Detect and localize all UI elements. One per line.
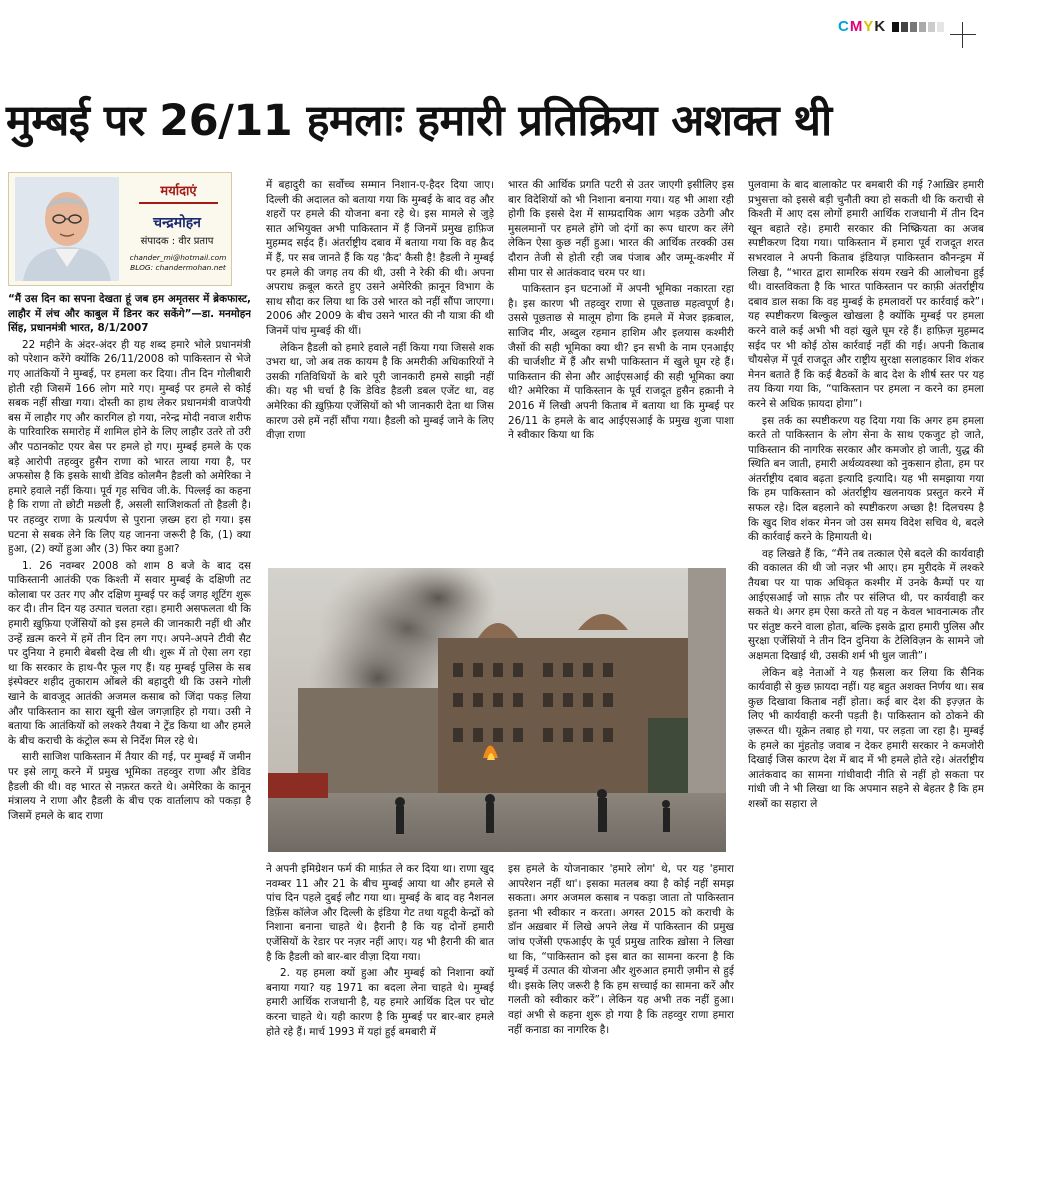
article-column-2-bottom <box>266 862 494 1150</box>
print-registration-marks <box>838 18 944 35</box>
author-contact <box>127 253 229 273</box>
registration-cross-icon <box>950 22 976 48</box>
column-section-title: मर्यादाएं <box>131 181 226 204</box>
paragraph: इस तर्क का स्पष्टीकरण यह दिया गया कि अगर हम हमला करते तो पाकिस्तान के लोग सेना के साथ एकजुट हो जाते, पाकिस्तान की नागरिक सरकार और कमजोर हो जाती, युद्ध की स्थिति बन जाती, हमारी अर्थव्यवस्था को नुकसान होता, हम पर अंतर्राष्ट्रीय दबाव बढ़ता इत्यादि इत्यादि। यह भी समझाया गया कि हम पाकिस्तान को अंतर्राष्ट्रीय खलनायक प्रस्तुत करने में सफल रहे। दिल बहलाने को स्पष्टीकरण अच्छा है! दिलचस्प है कि खुद शिव शंकर मेनन जो उस समय विदेश सचिव थे, बदले की कार्रवाई करने के हिमायती थे। <box>748 414 984 544</box>
article-column-3-top <box>508 178 734 560</box>
article-column-3-bottom <box>508 862 734 1150</box>
paragraph: इस हमले के योजनाकार 'हमारे लोग' थे, पर यह 'हमारा आपरेशन नहीं था'। इसका मतलब क्या है कोई नहीं समझ सकता। अगर अजमल कसाब न पकड़ा जाता तो पाकिस्तान इतना भी स्वीकार न करता। अगस्त 2015 को कराची के डॉन अख़बार में लिखे अपने लेख में पाकिस्तान की प्रमुख जांच एजेंसी एफआईए के पूर्व प्रमुख तारिक ख़ोसा ने लिखा था कि, “पाकिस्तान को इस बात का सामना करना है कि मुम्बई में उत्पात की योजना और शुरुआत हमारी ज़मीन से हुई थी। इसके लिए जरूरी है कि हम सच्चाई का सामना करें और गलती को स्वीकार करें”। लेकिन यह अभी तक नहीं हुआ। वहां अभी से कहना शुरू हो गया है कि तहव्वुर राणा हमारा नहीं कनाडा का नागरिक है। <box>508 863 734 1036</box>
paragraph: सारी साजिश पाकिस्तान में तैयार की गई, पर मुम्बई में जमीन पर इसे लागू करने में प्रमुख भूमिका तहव्वुर राणा और डेविड हैडली की थी। वह भारत से नफ़रत करते थे। अमेरिका के कानून मंत्रालय ने राणा और हैडली के बीच एक वार्तालाप को पकड़ा है जिसमें हमले के बाद राणा <box>8 751 251 822</box>
paragraph: लेकिन बड़े नेताओं ने यह फ़ैसला कर लिया कि सैनिक कार्यवाही से कुछ फ़ायदा नहीं। यह बहुत अशक्त निर्णय था। सब कुछ दिखावा किताब नहीं होता। कई बार देश की इज़्ज़त के लिए भी कार्यवाही करनी पड़ती है। पाकिस्तान को ठोकने की ज़रूरत थी। यूक्रेन तबाह हो गया, पर लड़ता जा रहा है। मुम्बई के हमले का मुंहतोड़ जवाब न देकर हमारी सरकार ने कमजोरी दिखाई जिस कारण देश में बाद में भी हमले होते रहे। अंतर्राष्ट्रीय आतंकवाद का सामना गांधीवादी नीति से नहीं हो सकता पर गांधी जी ने भी लिखा था कि अपमान सहने से बेहतर है कि हम शस्त्रों का सहारा ले <box>748 666 984 810</box>
color-swatches <box>892 22 944 32</box>
author-role: संपादक : वीर प्रताप <box>140 236 214 247</box>
paragraph: लेकिन हैडली को हमारे हवाले नहीं किया गया जिससे शक उभरा था, जो अब तक कायम है कि अमरीकी अधिकारियों ने उसकी गतिविधियों के बारे पूरी जानकारी हमसे साझी नहीं की। यह भी चर्चा है कि डेविड हैडली डबल एजेंट था, वह अमेरिका की ख़ुफ़िया एजेंसियों को भी जानकारी देता था जिस कारण उसे हमें नहीं सौंपा गया। हैडली को मुम्बई जाने के लिए वीज़ा राणा <box>266 341 494 442</box>
taj-hotel-attack-photo <box>268 568 726 852</box>
author-blog: BLOG: chandermohan.net <box>130 263 226 272</box>
author-name: चन्द्रमोहन <box>153 215 201 231</box>
byline-box <box>8 172 232 286</box>
paragraph: भारत की आर्थिक प्रगति पटरी से उतर जाएगी इसीलिए इस बार विदेशियों को भी निशाना बनाया गया। यह भी आशा रही होगी कि इससे देश में साम्प्रदायिक आग भड़क उठेगी और मुसलमानों पर हमले होंगे जो दंगों का रूप धारण कर लेंगे लेकिन ऐसा कुछ नहीं हुआ। भारत की आर्थिक तरक्की उस दौरान तेजी से होती रही जब पंजाब और जम्मू-कश्मीर में सीमा पार से आतंकवाद चरम पर था। <box>508 179 734 279</box>
paragraph: में बहादुरी का सर्वोच्च सम्मान निशान-ए-हैदर दिया जाए। दिल्ली की अदालत को बताया गया कि मुम्बई के बाद वह और शहरों पर हमले की योजना बना रहे थे। इस मामले से जुड़े सात अभियुक्त अभी पाकिस्तान में हैं जिनमें प्रमुख हाफ़िज मुहम्मद सईद हैं। अंतर्राष्ट्रीय दबाव में बताया गया कि वह क़ैद में हैं, पर सब जानते हैं कि यह 'क़ैद' कैसी है! हैडली ने मुम्बई पर हमले की जगह तय की थी, उसी ने रेकी की थी। अपना अपराध क़बूल करते हुए उसने अमेरिकी क़ानून विभाग के साथ सौदा कर लिया था कि उसे भारत को नहीं सौंपा जाएगा। 2006 और 2009 के बीच उसने भारत की नौ यात्रा की थी जिनमें पांच मुम्बई की थीं। <box>266 179 494 337</box>
article-column-1 <box>8 292 251 1150</box>
cmyk-label: CMYK <box>838 18 887 35</box>
paragraph: ने अपनी इमिग्रेशन फर्म की मार्फ़त ले कर दिया था। राणा खुद नवम्बर 11 और 21 के बीच मुम्बई आया था और हमले से पांच दिन पहले दुबई लौट गया था। मुम्बई के बाद वह नैशनल डिफ़ेंस कॉलेज और दिल्ली के इंडिया गेट तथा यहूदी केन्द्रों को निशाना बनाना चाहते थे। हैरानी है कि यह दोनों हमारी एजेंसियों के रेडार पर नज़र नहीं आए। यह भी हैरानी की बात है कि हैडली को बार-बार वीज़ा दिया गया। <box>266 863 494 963</box>
paragraph: वह लिखते हैं कि, “मैंने तब तत्काल ऐसे बदले की कार्यवाही की वकालत की थी जो नज़र भी आए। हम मुरीदके में लश्करे तैयबा पर या पाक अधिकृत कश्मीर में उनके कैम्पों पर या आईएसआई जो साफ़ तौर पर संलिप्त थी, पर कार्यवाही कर सकते थे। अगर हम ऐसा करते तो यह न केवल भावनात्मक तौर पर संतुष्ट करने वाला होता, बल्कि इसके द्वारा हमारी पुलिस और सुरक्षा एजेंसियों ने तीन दिन दुनिया के टेलिविज़न के सामने जो अक्षमता दिखाई थी, उसकी शर्म भी धुल जाती”। <box>748 547 984 662</box>
paragraph: पाकिस्तान इन घटनाओं में अपनी भूमिका नकारता रहा है। इस कारण भी तहव्वुर राणा से पूछताछ महत्वपूर्ण है। उससे पूछताछ से मालूम होगा कि हमले में मेजर इक़बाल, साजिद मीर, अब्दुल रहमान हाशिम और इलयास कश्मीरी जैसों की सही भूमिका क्या थी? इन सभी के नाम एनआईए की चार्जशीट में हैं और सभी पाकिस्तान में खुले घूम रहे हैं। पाकिस्तान की सेना और आईएसआई की सही भूमिका क्या थी? अमेरिका में पाकिस्तान के पूर्व राजदूत हुसैन हक़ानी ने 2016 में लिखी अपनी किताब में बताया था कि मुम्बई पर 26/11 के हमले के बाद आईएसआई के प्रमुख शुजा पाशा ने स्वीकार किया था कि <box>508 283 734 442</box>
author-email: chander_mi@hotmail.com <box>129 253 227 262</box>
author-portrait <box>15 177 119 281</box>
headline: मुम्बई पर 26/11 हमलाः हमारी प्रतिक्रिया अशक्त थी <box>6 96 832 146</box>
article-column-2-top <box>266 178 494 560</box>
opening-quote: “मैं उस दिन का सपना देखता हूं जब हम अमृतसर में ब्रेकफास्ट, लाहौर में लंच और काबुल में डिनर कर सकेंगे”—डा. मनमोहन सिंह, प्रधानमंत्री भारत, 8/1/2007 <box>8 293 251 335</box>
paragraph: 2. यह हमला क्यों हुआ और मुम्बई को निशाना क्यों बनाया गया? यह 1971 का बदला लेना चाहते थे। मुम्बई हमारी आर्थिक राजधानी है, यह हमारे आर्थिक दिल पर चोट करना चाहते थे। यही कारण है कि मुम्बई पर बार-बार हमले होते रहे हैं। मार्च 1993 में यहां हुई बमबारी में <box>266 967 494 1038</box>
paragraph: 22 महीने के अंदर-अंदर ही यह शब्द हमारे भोले प्रधानमंत्री को परेशान करेंगे क्योंकि 26/11/2008 को पाकिस्तान से भेजे गए आतंकियों ने मुम्बई, पर हमला कर दिया। तीन दिन गोलीबारी होती रही जिसमें 166 लोग मारे गए। मुम्बई पर हमले से कोई सबक नहीं सीखा गया। दोस्ती का हाथ लेकर प्रधानमंत्री वाजपेयी बस में लाहौर गए और कारगिल हो गया, नरेन्द्र मोदी नवाज शरीफ के पारिवारिक समारोह में शामिल होने के लिए लाहौर उतरे तो उरी और पठानकोट एयर बेस पर हमले हो गए। मुम्बई हमले के एक बड़े आरोपी तहव्वुर हुसैन राणा को भारत लाया गया है, पर अफसोस है कि इसके साथी डेविड कोलमैन हैडली को अमेरिका ने हमारे हवाले नहीं किया। पूर्व गृह सचिव जी.के. पिल्लई का कहना है कि राणा तो छोटी मछली हैं, असली साजिशकर्ता तो हैडली है। पर तहव्वुर राणा के प्रत्यर्पण से पुराना ज़ख्म हरा हो गया। इस घटना से सबक लेने कि लिए यह जानना जरूरी है कि, (1) क्या हुआ, (2) क्यों हुआ और (3) फिर क्या हुआ? <box>8 338 251 556</box>
article-column-4 <box>748 178 984 1150</box>
paragraph: पुलवामा के बाद बालाकोट पर बमबारी की गई ?आख़िर हमारी प्रभुसत्ता को इससे बड़ी चुनौती क्या हो सकती थी कि कराची से किश्ती में आए दस लोगों हमारी आर्थिक राजधानी में तीन दिन खून बहाते रहे। हमारी सरकार की निष्क्रियता का अजब स्पष्टीकरण दिया गया। पाकिस्तान में हमारा पूर्व राजदूत शरत सभरवाल ने अपनी किताब इंडियाज़ पाकिस्तान कौनन्ड्रम में लिखा है, “भारत द्वारा सामरिक संयम रखने की आलोचना हुई थी। वास्तविकता है कि भारत पाकिस्तान पर काफ़ी अंतर्राष्ट्रीय दबाव डाल सका कि वह मुम्बई के हमलावरों पर कार्रवाई करे”। यह स्पष्टीकरण बिल्कुल खोखला है क्योंकि मुम्बई पर हमला करने वाले कई अभी भी वहां खुले घूम रहे हैं। हाफ़िज़ मुहम्मद सईद पर भी कोई ठोस कार्रवाई नहीं की गई। अपनी किताब चौयसेज़ में पूर्व राजदूत और राष्ट्रीय सुरक्षा सलाहकार शिव शंकर मेनन बताते हैं कि कई बैठकों के बाद देश के शीर्ष स्तर पर यह तय किया गया कि, “पाकिस्तान पर हमला न करने का हमला करने से अधिक फ़ायदा होगा”। <box>748 179 984 410</box>
paragraph: 1. 26 नवम्बर 2008 को शाम 8 बजे के बाद दस पाकिस्तानी आतंकी एक किश्ती में सवार मुम्बई के दक्षिणी तट कोलाबा पर उतर गए और दक्षिण मुम्बई पर कई जगह शूटिंग शुरू कर दी। तीन दिन यह उत्पात चलता रहा। हमारी असफलता थी कि हमारी ख़ुफ़िया एजेंसियों को इस हमले की जानकारी नहीं थी और उन्हें ख़त्म करने में हमें तीन दिन लग गए। अपने-अपने टीवी सैट पर दुनिया ने हमारी बेबसी देख ली थी। शुरू में तो ऐसा लग रहा था कि सरकार के हाथ-पैर फूल गए हैं। यह मुम्बई पुलिस के सब इंस्पेक्टर शहीद तुकाराम ओंबले की बहादुरी थी कि उसने गोली खाने के बावजूद आतंकी अजमल कसाब को जिंदा पकड़ लिया और पाकिस्तान का सारा खूनी खेल जगज़ाहिर हो गया। उसी ने बताया कि आतंकियों को लश्करे तैयबा ने ट्रेंड किया था और हमले के बीच कराची के कंट्रोल रूम से निर्देश मिल रहे थे। <box>8 559 251 747</box>
